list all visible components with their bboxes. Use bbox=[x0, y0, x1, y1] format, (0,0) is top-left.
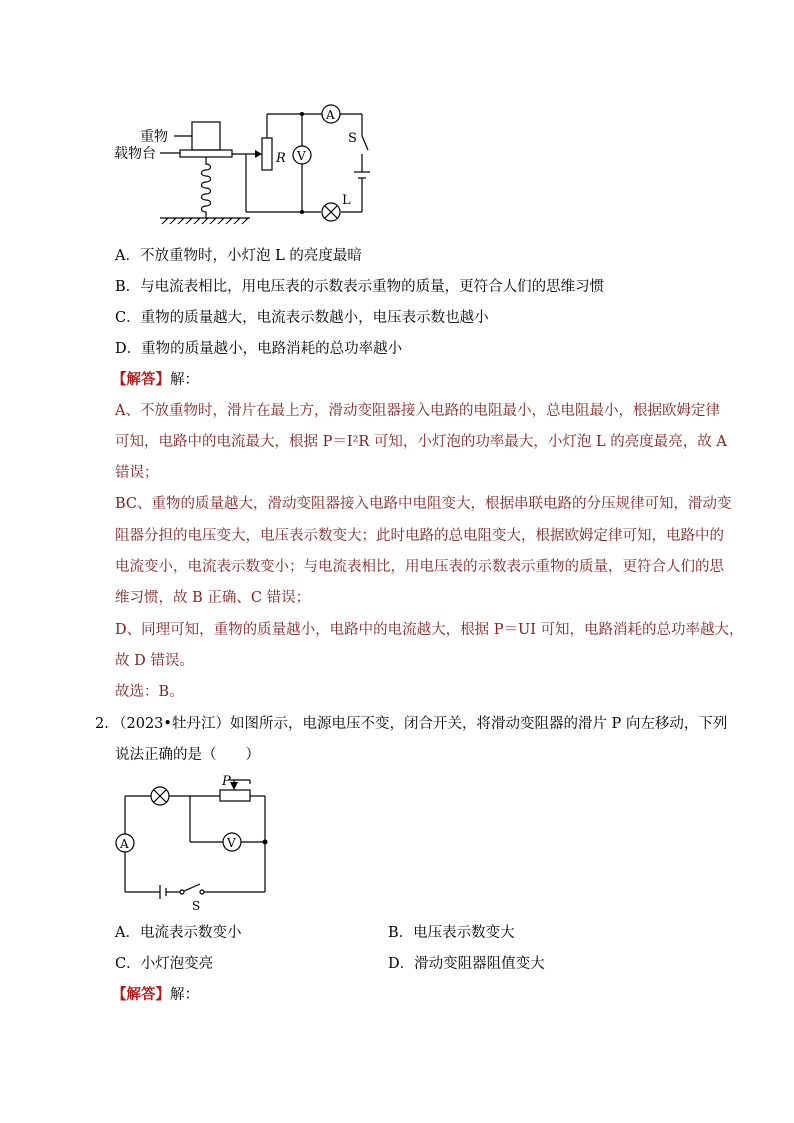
q1-option-a: A．不放重物时，小灯泡 L 的亮度最暗 bbox=[115, 248, 362, 264]
spring bbox=[202, 157, 211, 218]
q2-option-a: A．电流表示数变小 bbox=[115, 925, 242, 941]
ammeter-2-label: A bbox=[120, 837, 129, 851]
q2-option-b: B．电压表示数变大 bbox=[388, 925, 515, 941]
ammeter-1-label: A bbox=[326, 108, 335, 122]
label-weight: 重物 bbox=[140, 129, 168, 145]
q1-solution-line: D、同理可知，重物的质量越小，电路中的电流越大，根据 P＝UI 可知，电路消耗的总功率越大， bbox=[115, 622, 744, 638]
q2-stem-line-2: 说法正确的是（ ） bbox=[115, 747, 260, 763]
switch-label: S bbox=[348, 131, 357, 146]
q2-number: 2. bbox=[95, 716, 109, 732]
q1-option-d: D．重物的质量越小，电路消耗的总功率越小 bbox=[115, 341, 403, 357]
switch-2-label: S bbox=[192, 899, 201, 912]
q1-solution-line: 电流变小，电流表示数变小；与电流表相比，用电压表的示数表示重物的质量，更符合人们的思 bbox=[115, 559, 724, 575]
voltmeter-2-label: V bbox=[227, 836, 236, 850]
q1-answer-heading bbox=[112, 370, 199, 390]
q1-answer-intro: 解： bbox=[170, 372, 199, 388]
q1-solution-line: 可知，电路中的电流最大，根据 P＝I²R 可知，小灯泡的功率最大，小灯泡 L 的亮度最亮，故 A bbox=[115, 434, 727, 450]
q1-option-b: B．与电流表相比，用电压表的示数表示重物的质量，更符合人们的思维习惯 bbox=[115, 279, 605, 295]
lamp-label: L bbox=[342, 193, 351, 208]
q2-option-d: D．滑动变阻器阻值变大 bbox=[388, 956, 545, 972]
figure-1-circuit bbox=[100, 98, 390, 230]
q2-answer-tag: 【解答】 bbox=[112, 986, 170, 1003]
figure-2-circuit bbox=[110, 772, 280, 912]
platform bbox=[180, 150, 232, 157]
q1-solution-line: 故 D 错误。 bbox=[115, 653, 194, 669]
q1-solution-line: 错误； bbox=[115, 465, 159, 481]
q2-answer-intro: 解： bbox=[170, 987, 199, 1003]
resistor-label: R bbox=[276, 151, 286, 166]
q1-solution-line: 阻器分担的电压变大，电压表示数变大；此时电路的总电阻变大，根据欧姆定律可知，电路中的 bbox=[115, 528, 724, 544]
q1-solution-line: A、不放重物时，滑片在最上方，滑动变阻器接入电路的电阻最小，总电阻最小，根据欧姆定律 bbox=[115, 403, 720, 419]
weight-block bbox=[192, 122, 220, 150]
label-platform: 载物台 bbox=[114, 146, 156, 162]
resistor bbox=[262, 138, 272, 170]
q2-answer-heading bbox=[112, 985, 199, 1005]
q1-answer-tag: 【解答】 bbox=[112, 371, 170, 388]
q2-option-c: C．小灯泡变亮 bbox=[115, 956, 214, 972]
q1-solution-line: 故选：B。 bbox=[115, 684, 184, 700]
q1-option-c: C．重物的质量越大，电流表示数越小，电压表示数也越小 bbox=[115, 310, 489, 326]
q2-stem-line-1: （2023•牡丹江）如图所示，电源电压不变，闭合开关，将滑动变阻器的滑片 P 向左移动，下列 bbox=[112, 716, 728, 732]
voltmeter-1-label: V bbox=[297, 149, 306, 163]
slider-label: P bbox=[222, 774, 231, 789]
q1-solution-line: 维习惯，故 B 正确、C 错误； bbox=[115, 590, 311, 606]
q1-solution-line: BC、重物的质量越大，滑动变阻器接入电路中电阻变大，根据串联电路的分压规律可知，滑动变 bbox=[115, 496, 732, 512]
rheostat bbox=[220, 790, 250, 801]
